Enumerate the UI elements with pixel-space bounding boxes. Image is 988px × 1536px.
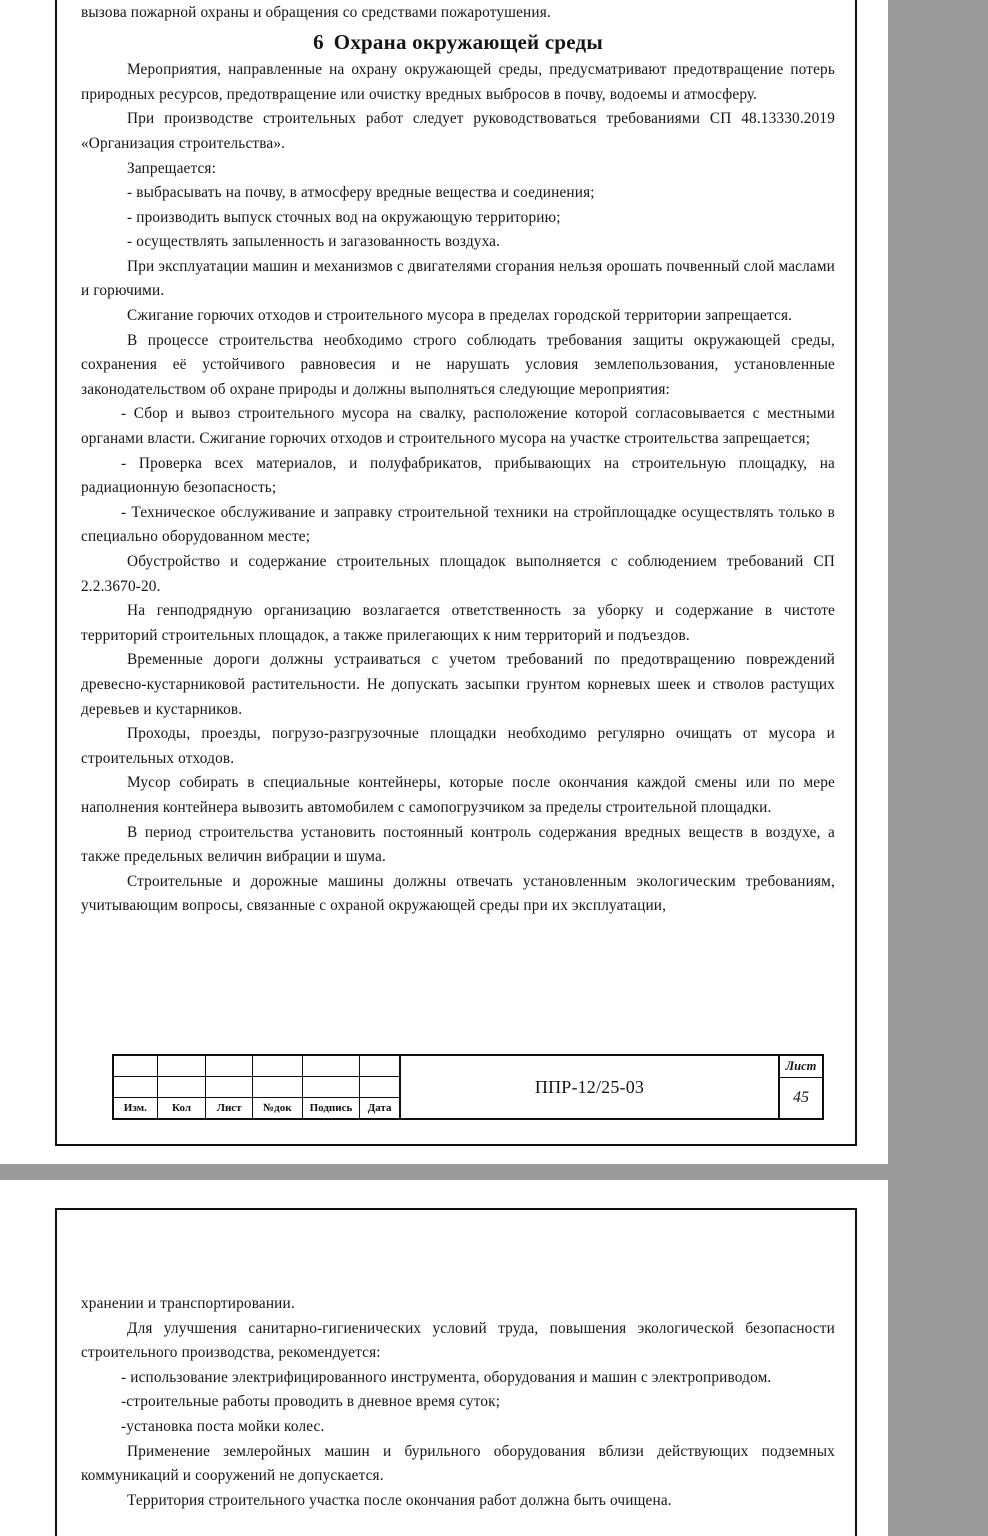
paragraph: Территория строительного участка после окончания работ должна быть очищена. (127, 1491, 672, 1509)
stamp-header-kol: Кол (158, 1098, 207, 1118)
list-item: -строительные работы проводить в дневное время суток; (121, 1393, 501, 1411)
continued-line-top: хранении и транспортировании. (81, 1295, 295, 1312)
stamp-empty-cell-kol (158, 1056, 207, 1076)
stamp-header-row (114, 1098, 399, 1118)
paragraph: Проходы, проезды, погрузо-разгрузочные площадки необходимо регулярно очищать от мусора и строительных отходов. (81, 725, 835, 767)
stamp-empty-row (114, 1077, 399, 1098)
stamp-empty-cell-ndok (253, 1077, 303, 1097)
stamp-empty-cell-izm (114, 1056, 158, 1076)
section-heading (81, 27, 835, 57)
paragraph: Мусор собирать в специальные контейнеры, которые после окончания каждой смены или по мере наполнения контейнера вывозить автомобилем с самопогрузчиком за пределы строительной площадки. (81, 774, 835, 816)
stamp-header-ndok: №док (253, 1098, 303, 1118)
paragraph: При эксплуатации машин и механизмов с двигателями сгорания нельзя орошать почвенный слой маслами и горючими. (81, 257, 835, 300)
list-item: - использование электрифицированного инструмента, оборудования и машин с электроприводом. (121, 1368, 772, 1386)
viewer-right-gutter (888, 0, 988, 1536)
stamp-empty-cell-data (360, 1056, 399, 1076)
stamp-empty-cell-ndok (253, 1056, 303, 1076)
paragraph: Для улучшения санитарно-гигиенических условий труда, повышения экологической безопасности строительного производства, рекомендуется: (81, 1319, 835, 1362)
list-item: -установка поста мойки колес. (121, 1417, 325, 1435)
paragraph: На генподрядную организацию возлагается ответственность за уборку и содержание в чистоте территорий строительных площадок, а также прилегающих к ним территорий и подъездов. (81, 602, 835, 644)
stamp-empty-cell-kol (158, 1077, 207, 1097)
stamp-empty-cell-izm (114, 1077, 158, 1097)
paragraph: В процессе строительства необходимо строго соблюдать требования защиты окружающей среды, сохранения её устойчивого равновесия и не нарушать условия землепользования, установленные законодательством об охране природы и должны выполняться следующие мероприятия: (81, 331, 835, 398)
stamp-header-izm: Изм. (114, 1098, 158, 1118)
sheet-number: 45 (793, 1089, 809, 1106)
page-frame-border (55, 1208, 857, 1536)
sheet-label: Лист (780, 1056, 822, 1078)
paragraph: В период строительства установить постоянный контроль содержания вредных веществ в воздухе, а также предельных величин вибрации и шума. (81, 823, 835, 866)
paragraph: При производстве строительных работ следует руководствоваться требованиями СП 48.13330.2019 «Организация строительства». (81, 110, 835, 152)
title-block-stamp (112, 1054, 824, 1120)
stamp-header-list: Лист (206, 1098, 253, 1118)
paragraph: Обустройство и содержание строительных площадок выполняется с соблюдением требований СП 2.2.3670-20. (81, 553, 835, 595)
list-item: - Сбор и вывоз строительного мусора на свалку, расположение которой согласовывается с местными органами власти. Сжигание горючих отходов и строительного мусора на участке строительства запрещается; (81, 405, 835, 448)
section-title-text: Охрана окружающей среды (333, 30, 603, 55)
stamp-header-podp: Подпись (303, 1098, 361, 1118)
continued-line-top: вызова пожарной охраны и обращения со средствами пожаротушения. (81, 3, 551, 21)
stamp-empty-cell-list (206, 1077, 253, 1097)
stamp-revision-columns (114, 1056, 401, 1118)
paragraph: Сжигание горючих отходов и строительного мусора в пределах городской территории запрещается. (127, 307, 793, 325)
stamp-empty-cell-data (360, 1077, 399, 1097)
paragraph: Строительные и дорожные машины должны отвечать установленным экологическим требованиям, учитывающим вопросы, связанные с охраной окружающей среды при их эксплуатации, (81, 872, 835, 915)
list-item: - Техническое обслуживание и заправку строительной техники на стройплощадке осуществлять только в специально оборудованном месте; (81, 503, 835, 546)
list-item: - осуществлять запыленность и загазованность воздуха. (127, 233, 501, 251)
page-1-body-text (81, 0, 835, 919)
paragraph: Применение землеройных машин и бурильного оборудования вблизи действующих подземных коммуникаций и сооружений не допускается. (81, 1442, 835, 1485)
list-item: - Проверка всех материалов, и полуфабрикатов, прибывающих на строительную площадку, на радиационную безопасность; (81, 454, 835, 497)
section-number: 6 (313, 30, 324, 55)
stamp-empty-cell-list (206, 1056, 253, 1076)
paragraph: Временные дороги должны устраиваться с учетом требований по предотвращению повреждений древесно-кустарниковой растительности. Не допускать засыпки грунтом корневых шеек и стволов растущих деревьев и кустарников. (81, 651, 835, 718)
list-item: - выбрасывать на почву, в атмосферу вредные вещества и соединения; (127, 184, 595, 202)
sheet-number-block (778, 1056, 822, 1118)
list-item: - производить выпуск сточных вод на окружающую территорию; (127, 208, 561, 226)
page-frame-border (55, 0, 857, 1146)
stamp-empty-cell-podp (303, 1077, 361, 1097)
page-2-body-text (81, 1292, 835, 1513)
stamp-header-data: Дата (367, 1101, 392, 1114)
paragraph: Запрещается: (127, 159, 217, 177)
document-page-2 (0, 1180, 888, 1536)
stamp-empty-cell-podp (303, 1056, 361, 1076)
stamp-empty-row (114, 1056, 399, 1077)
document-code: ППР-12/25-03 (534, 1076, 645, 1097)
paragraph: Мероприятия, направленные на охрану окружающей среды, предусматривают предотвращение потерь природных ресурсов, предотвращение или очистку вредных выбросов в почву, водоемы и атмосферу. (81, 61, 835, 103)
